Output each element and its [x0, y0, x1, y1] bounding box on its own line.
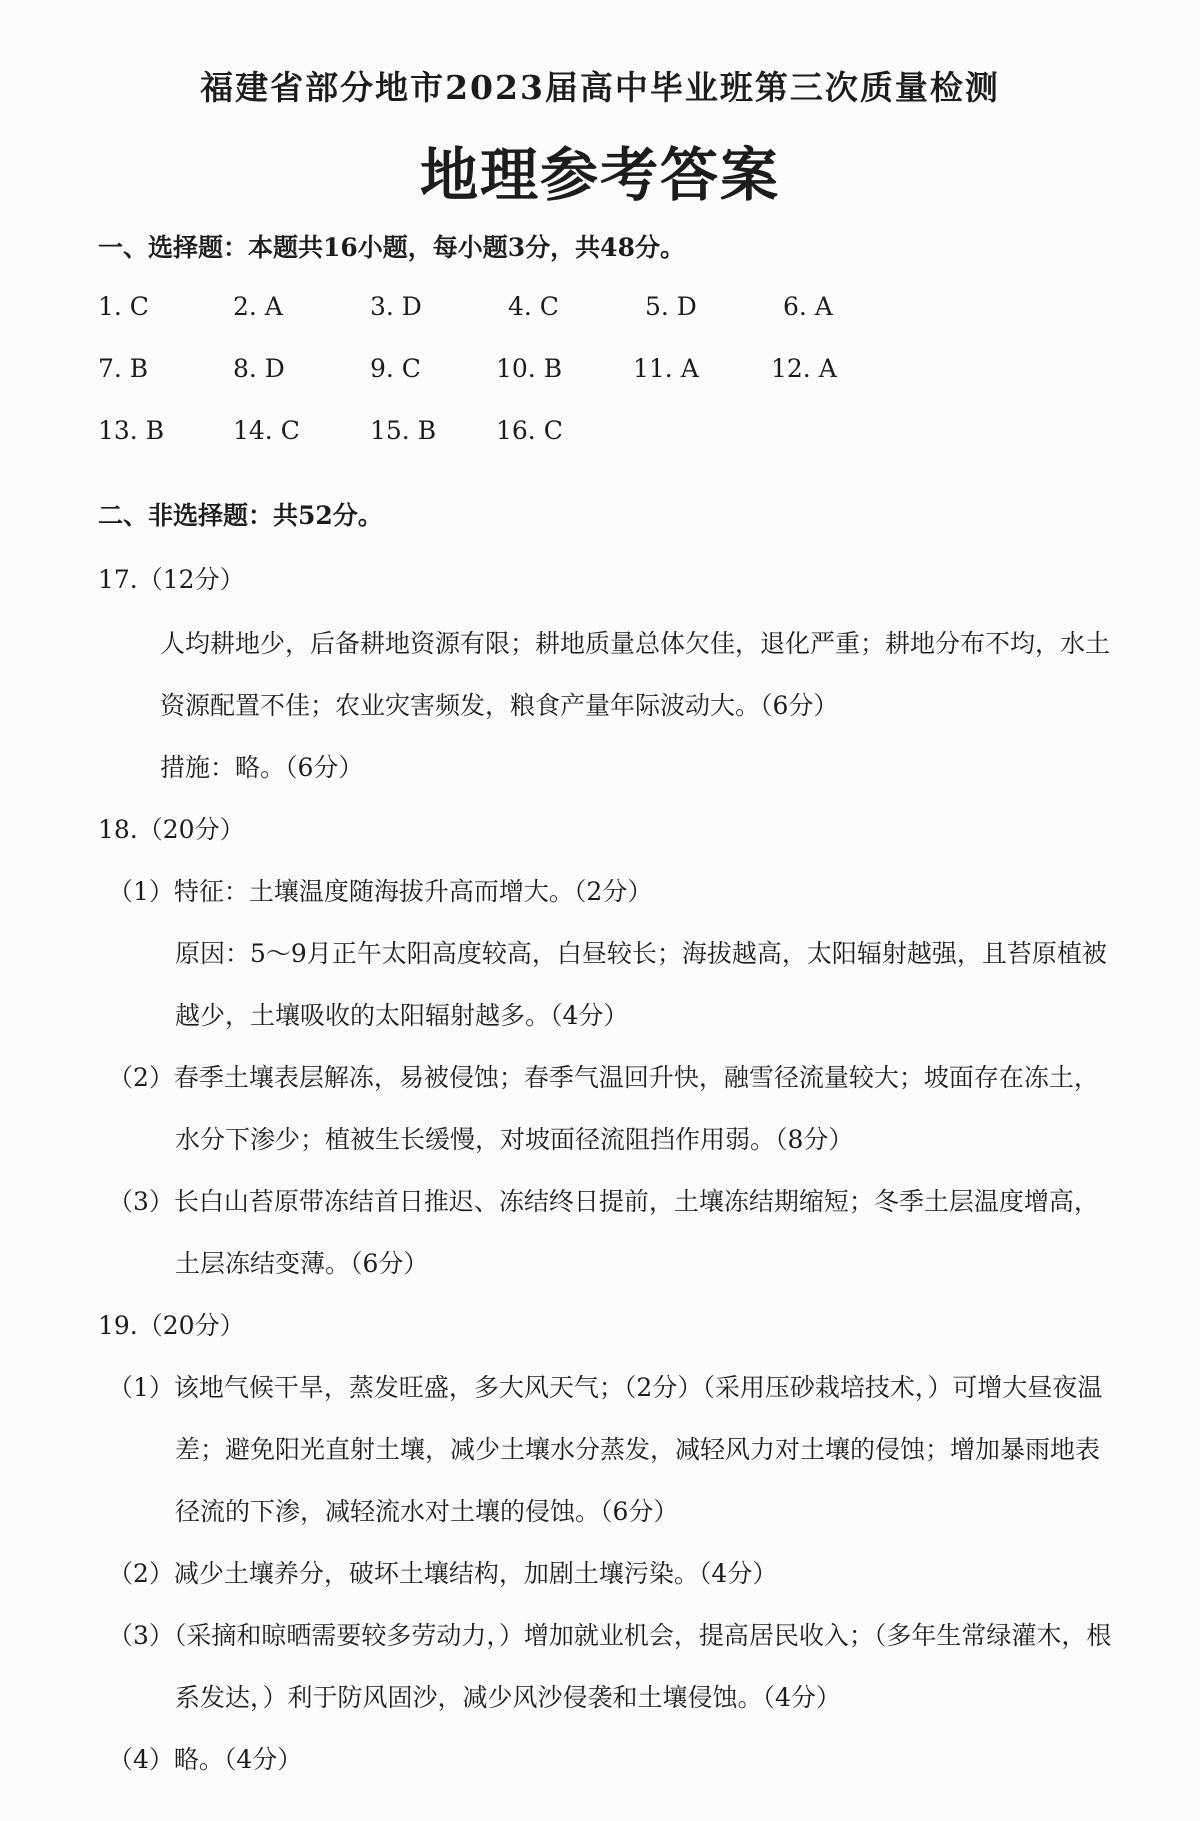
q19-part1-line: 差；避免阳光直射土壤，减少土壤水分蒸发，减轻风力对土壤的侵蚀；增加暴雨地表 [175, 1435, 1101, 1464]
q18-part2-line: （2）春季土壤表层解冻，易被侵蚀；春季气温回升快，融雪径流量较大；坡面存在冻土， [108, 1063, 1099, 1092]
mc-answer: 14. C [233, 416, 300, 445]
q19-part2-line: （2）减少土壤养分，破坏土壤结构，加剧土壤污染。（4分） [108, 1559, 778, 1588]
mc-answer: 7. B [98, 354, 149, 383]
q18-part1-line: 原因：5～9月正午太阳高度较高，白昼较长；海拔越高，太阳辐射越强，且苔原植被 [175, 939, 1107, 968]
q18-part3-line: 土层冻结变薄。（6分） [175, 1249, 429, 1278]
q17-line: 措施：略。（6分） [160, 753, 364, 782]
section1-heading: 一、选择题：本题共16小题，每小题3分，共48分。 [98, 233, 685, 262]
mc-answer: 16. C [496, 416, 563, 445]
mc-answer: 8. D [233, 354, 285, 383]
mc-answer: 3. D [370, 292, 422, 321]
mc-answer: 13. B [98, 416, 165, 445]
q17-heading: 17.（12分） [98, 565, 245, 594]
section2-heading: 二、非选择题：共52分。 [98, 501, 383, 530]
q19-part4-line: （4）略。（4分） [108, 1745, 303, 1774]
mc-answer: 11. A [633, 354, 699, 383]
q19-part3-line: 系发达，）利于防风固沙，减少风沙侵袭和土壤侵蚀。（4分） [175, 1683, 841, 1712]
mc-answer: 1. C [98, 292, 149, 321]
q18-heading: 18.（20分） [98, 815, 245, 844]
mc-answer: 12. A [771, 354, 837, 383]
exam-title: 福建省部分地市2023届高中毕业班第三次质量检测 [200, 68, 1000, 107]
mc-answer: 5. D [645, 292, 697, 321]
mc-answer: 9. C [370, 354, 421, 383]
document-title: 地理参考答案 [419, 141, 780, 209]
q18-part2-line: 水分下渗少；植被生长缓慢，对坡面径流阻挡作用弱。（8分） [175, 1125, 854, 1154]
q19-heading: 19.（20分） [98, 1311, 245, 1340]
q18-part1-line: 越少，土壤吸收的太阳辐射越多。（4分） [175, 1001, 629, 1030]
mc-answer: 4. C [508, 292, 559, 321]
mc-answer: 15. B [370, 416, 437, 445]
q17-line: 资源配置不佳；农业灾害频发，粮食产量年际波动大。（6分） [160, 691, 839, 720]
mc-answer: 2. A [233, 292, 283, 321]
q19-part1-line: （1）该地气候干旱，蒸发旺盛，多大风天气；（2分）（采用压砂栽培技术，）可增大昼夜温 [108, 1373, 1103, 1402]
q19-part1-line: 径流的下渗，减轻流水对土壤的侵蚀。（6分） [175, 1497, 679, 1526]
q18-part3-line: （3）长白山苔原带冻结首日推迟、冻结终日提前，土壤冻结期缩短；冬季土层温度增高， [108, 1187, 1099, 1216]
q17-line: 人均耕地少，后备耕地资源有限；耕地质量总体欠佳，退化严重；耕地分布不均，水土 [160, 629, 1111, 658]
q18-part1-line: （1）特征：土壤温度随海拔升高而增大。（2分） [108, 877, 653, 906]
mc-answer: 10. B [496, 354, 563, 383]
q19-part3-line: （3）（采摘和晾晒需要较多劳动力，）增加就业机会，提高居民收入；（多年生常绿灌木，根 [108, 1621, 1112, 1650]
mc-answer: 6. A [783, 292, 833, 321]
